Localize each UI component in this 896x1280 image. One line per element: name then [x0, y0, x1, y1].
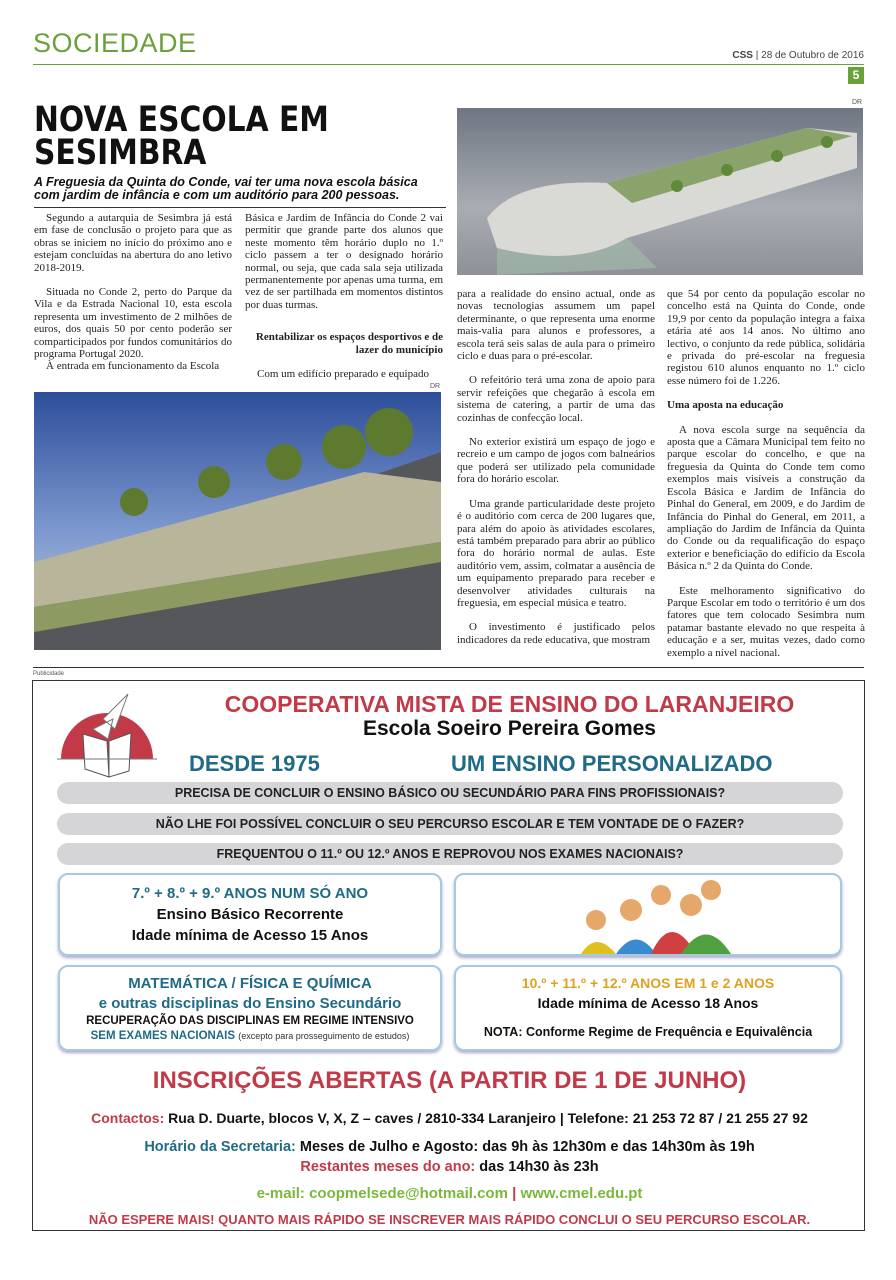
separator: | — [512, 1185, 517, 1202]
school-render-street-image — [34, 392, 441, 650]
article-column-1 — [34, 212, 232, 385]
lead-paragraph: A Freguesia da Quinta do Conde, vai ter uma nova escola básica com jardim de infância e com um auditório para 200 pessoas. — [34, 175, 418, 202]
ad-enrolment: INSCRIÇÕES ABERTAS (A PARTIR DE 1 DE JUNHO) — [152, 1067, 747, 1094]
article-column-2 — [245, 212, 443, 392]
ad-since: DESDE 1975 — [189, 751, 320, 776]
email-link[interactable]: e-mail: coopmelsede@hotmail.com — [256, 1185, 508, 1202]
ad-rule — [33, 667, 864, 668]
paragraph: Com um edifício preparado e equipado — [257, 368, 429, 381]
ad-students-photo — [454, 873, 842, 956]
contacts-text: Rua D. Duarte, blocos V, X, Z – caves / 2810-334 Laranjeiro | Telefone: 21 253 72 87 / 21 255 27 92 — [168, 1110, 808, 1126]
paragraph: para a realidade do ensino actual, onde as novas tecnologias assumem um papel determinante, o que representa uma enorme mais-valia para alunos e professores, a escola terá seis salas de aula para o primeiro ciclo e duas para o pré-escolar. — [457, 288, 655, 363]
section-title: SOCIEDADE — [33, 28, 197, 58]
box-line: SEM EXAMES NACIONAIS — [90, 1030, 236, 1042]
ad-question: PRECISA DE CONCLUIR O ENSINO BÁSICO OU SECUNDÁRIO PARA FINS PROFISSIONAIS? — [57, 782, 843, 804]
box-line: RECUPERAÇÃO DAS DISCIPLINAS EM REGIME INTENSIVO — [86, 1015, 414, 1027]
ad-box-basic — [58, 873, 442, 956]
ad-box-secondary — [58, 965, 442, 1051]
subheading: Uma aposta na educação — [667, 399, 784, 412]
paragraph: Básica e Jardim de Infância do Conde 2 vai permitir que grande parte dos alunos que neste momento têm horário duplo no 1.º ciclo passem a ter o designado horário normal, ou seja, que cada sala seja utilizada permanentemente por apenas uma turma, em vez de ser partilhada em momentos distintos por duas turmas. — [245, 212, 443, 311]
issue-info — [732, 50, 864, 61]
box-line: Idade mínima de Acesso 18 Anos — [537, 995, 759, 1011]
box-line: MATEMÁTICA / FÍSICA E QUÍMICA — [128, 975, 372, 992]
paragraph: No exterior existirá um espaço de jogo e recreio e um campo de jogos com balneários que poderá ser utilizado pela comunidade fora do horário escolar. — [457, 436, 655, 486]
hours2-text: das 14h30 às 23h — [479, 1159, 599, 1175]
publication-name: CSS — [732, 50, 753, 61]
issue-date: | 28 de Outubro de 2016 — [755, 50, 864, 61]
advertisement — [32, 680, 865, 1231]
ad-slogan: UM ENSINO PERSONALIZADO — [451, 751, 773, 776]
headline: NOVA ESCOLA EM SESIMBRA — [34, 100, 329, 173]
box-line: 10.º + 11.º + 12.º ANOS EM 1 e 2 ANOS — [521, 975, 775, 991]
box-line: Idade mínima de Acesso 15 Anos — [131, 927, 369, 944]
box-line: Ensino Básico Recorrente — [156, 906, 344, 923]
hours-label: Horário da Secretaria: — [144, 1139, 296, 1155]
box-line: e outras disciplinas do Ensino Secundário — [98, 995, 402, 1012]
photo-credit: DR — [852, 99, 863, 106]
photo-credit: DR — [430, 383, 441, 390]
article-column-3 — [457, 288, 655, 658]
box-line: 7.º + 8.º + 9.º ANOS NUM SÓ ANO — [131, 885, 369, 902]
ad-school-name: Escola Soeiro Pereira Gomes — [363, 717, 656, 740]
box-line: NOTA: Conforme Regime de Frequência e Equivalência — [483, 1025, 813, 1039]
ad-question: FREQUENTOU O 11.º OU 12.º ANOS E REPROVOU NOS EXAMES NACIONAIS? — [57, 843, 843, 865]
paragraph: A nova escola surge na sequência da aposta que a Câmara Municipal tem feito no parque escolar do concelho, e que na freguesia da Quinta do Conde tem como exemplos mais visíveis a construção da Escola Básica e Jardim de Infância do Pinhal do General, em 2009, e do Jardim de Infância do Pinhal do General, em 2011, a ampliação do Jardim de Infância da Quinta do Conde ou da requalificação do espaço exterior e beneficiação do edifício da Escola Básica n.º 2 da Quinta do Conde. — [667, 423, 865, 573]
hours2-label: Restantes meses do ano: — [300, 1159, 476, 1175]
contacts-label: Contactos: — [91, 1110, 165, 1126]
ad-question: NÃO LHE FOI POSSÍVEL CONCLUIR O SEU PERCURSO ESCOLAR E TEM VONTADE DE O FAZER? — [57, 813, 843, 835]
lead-rule — [34, 207, 446, 208]
school-render-aerial-image — [457, 108, 863, 275]
paragraph: À entrada em funcionamento da Escola — [46, 360, 220, 373]
paragraph: O refeitório terá uma zona de apoio para servir refeições que chegarão à escola em sistema de catering, a partir de uma das cozinhas de confecção local. — [457, 374, 655, 424]
page-number: 5 — [848, 67, 864, 84]
ad-box-upper-secondary — [454, 965, 842, 1051]
paragraph: Uma grande particularidade deste projeto é o auditório com cerca de 200 lugares que, para além do apoio às atividades escolares, está também preparado para abrir ao público fora do horário normal de aulas. Este auditório vem, assim, colmatar a ausência de um equipamento preparado para receber e desenvolver atividades culturais na freguesia, em especial música e teatro. — [457, 497, 655, 609]
paragraph: Segundo a autarquia de Sesimbra já está em fase de conclusão o projeto para que as obras se iniciem no início do próximo ano e estejam concluídas na abertura do ano letivo 2018-2019. — [34, 212, 232, 274]
paragraph: Este melhoramento significativo do Parque Escolar em todo o território é um dos fatores que tem colocado Sesimbra num patamar bastante elevado no que respeita à educação e a ser, muitas vezes, dado como exemplo a nível nacional. — [667, 584, 865, 659]
subheading: Rentabilizar os espaços desportivos e de lazer do município — [255, 331, 443, 356]
advertising-label: Publicidade — [33, 671, 65, 677]
paragraph: Situada no Conde 2, perto do Parque da Vila e da Estrada Nacional 10, esta escola representa um investimento de 2 milhões de euros, dos quais 50 por cento poderão ser comparticipados por fundos comunitários do programa Portugal 2020. — [34, 286, 232, 361]
paragraph: que 54 por cento da população escolar no concelho está na Quinta do Conde, onde 19,9 por cento da população integra a faixa etária até aos 14 anos. No último ano lectivo, o conjunto da rede pública, solidária e privada do pré-escolar na freguesia registou 610 alunos enquanto no 1.º ciclo esse número foi de 1.226. — [667, 288, 865, 387]
paragraph: O investimento é justificado pelos indicadores da rede educativa, que mostram — [457, 621, 655, 646]
hours-text: Meses de Julho e Agosto: das 9h às 12h30m e das 14h30m às 19h — [299, 1139, 755, 1155]
ad-title: COOPERATIVA MISTA DE ENSINO DO LARANJEIRO — [224, 691, 795, 717]
article-column-4 — [667, 288, 865, 671]
box-note: (excepto para prosseguimento de estudos) — [238, 1031, 410, 1041]
website-link[interactable]: www.cmel.edu.pt — [520, 1185, 643, 1202]
header-rule — [33, 64, 864, 65]
ad-closing: NÃO ESPERE MAIS! QUANTO MAIS RÁPIDO SE INSCREVER MAIS RÁPIDO CONCLUI O SEU PERCURSO ESCOLAR. — [88, 1212, 811, 1227]
